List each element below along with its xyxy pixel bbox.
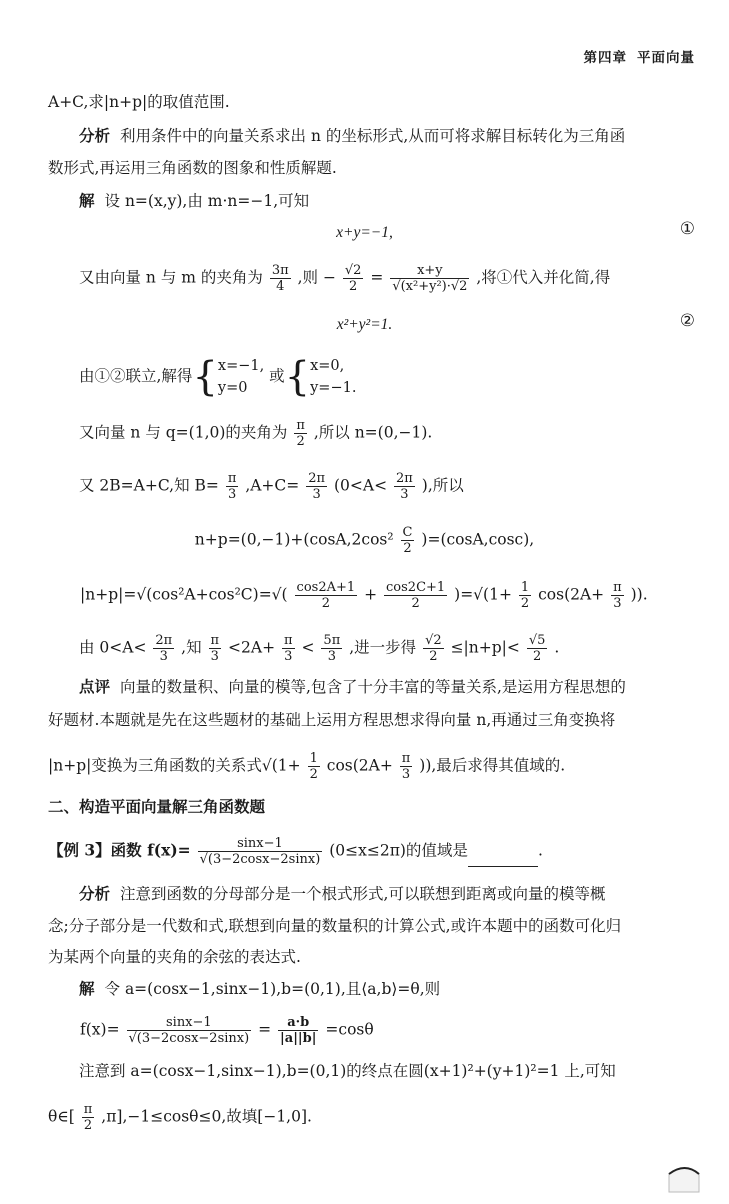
fraction: $\frac{1}{2}$: [520, 580, 530, 611]
comment-paragraph: 点评 向量的数量积、向量的模等,包含了十分丰富的等量关系,是运用方程思想的: [79, 678, 626, 696]
section-heading: 二、构造平面向量解三角函数题: [48, 798, 266, 816]
text-line: 为某两个向量的夹角的余弦的表达式.: [48, 948, 301, 966]
fraction: $\frac{\pi}{3}$: [210, 633, 220, 664]
text-line: 由 0<A< $\frac{2\pi}{3}$ ,知 $\frac{\pi}{3}$ <2A+ $\frac{\pi}{3}$ < $\frac{5\pi}{3}$ ,进一步得 $\frac{√2}{2}$ ≤|n+p|< $\frac{√5}{2}$ .: [79, 633, 560, 664]
equation-2-number: ②: [679, 311, 695, 331]
system-1: x=−1, y=0: [217, 358, 265, 396]
page-curl-icon: [667, 1160, 701, 1194]
equation-cos: f(x)= $\frac{\sin x-1}{√(3-2\cos x-2\sin x)}$ = $\frac{a\cdot b}{|a||b|}$ =cosθ: [80, 1015, 374, 1046]
fraction: $\frac{\sin x-1}{√(3-2\cos x-2\sin x)}$: [128, 1015, 250, 1046]
solution-paragraph: 解 设 n=(x,y),由 m·n=−1,可知: [79, 192, 310, 210]
system-line: 由①②联立,解得{ x=−1, y=0 或{ x=0, y=−1.: [79, 354, 357, 400]
text-line: θ∈[ $\frac{\pi}{2}$ ,π],−1≤cosθ≤0,故填[−1,0].: [48, 1102, 312, 1133]
text-line: 注意到 a=(cosx−1,sinx−1),b=(0,1)的终点在圆(x+1)²+(y+1)²=1 上,可知: [79, 1062, 616, 1080]
equation-modulus: |n+p|=√(cos²A+cos²C)=√( $\frac{\cos 2A+1}{2}$ + $\frac{\cos 2C+1}{2}$ )=√(1+ $\frac{1}{2}$ cos(2A+ $\frac{\pi}{3}$ )).: [80, 580, 648, 611]
equation-1: x+y=−1,: [336, 224, 393, 241]
text-line: 又 2B=A+C,知 B= $\frac{\pi}{3}$ ,A+C= $\frac{2\pi}{3}$ (0<A< $\frac{2\pi}{3}$ ),所以: [79, 471, 464, 502]
text-line: 数形式,再运用三角函数的图象和性质解题.: [48, 159, 337, 177]
fraction: $\frac{\pi}{2}$: [83, 1102, 93, 1133]
equation-1-number: ①: [679, 219, 695, 239]
solution-label: 解: [79, 980, 95, 998]
fraction: $\frac{a\cdot b}{|a||b|}$: [280, 1015, 317, 1046]
analysis-paragraph: 分析 利用条件中的向量关系求出 n 的坐标形式,从而可将求解目标转化为三角函: [79, 127, 626, 145]
analysis-label: 分析: [79, 127, 111, 145]
fraction: $\frac{√5}{2}$: [528, 633, 546, 664]
analysis-paragraph: 分析 注意到函数的分母部分是一个根式形式,可以联想到距离或向量的模等概: [79, 885, 606, 903]
fraction: $\frac{\pi}{3}$: [284, 633, 293, 664]
fraction: $\frac{2\pi}{3}$: [155, 633, 173, 664]
fraction: $\frac{\sin x-1}{√(3-2\cos x-2\sin x)}$: [199, 836, 321, 867]
running-header: [584, 46, 696, 66]
fraction: $\frac{√2}{2}$: [425, 633, 442, 664]
fraction: $\frac{\cos 2A+1}{2}$: [296, 580, 356, 611]
text-line: 好题材.本题就是先在这些题材的基础上运用方程思想求得向量 n,再通过三角变换将: [48, 711, 616, 729]
text-line: 念;分子部分是一代数和式,联想到向量的数量积的计算公式,或许本题中的函数可化归: [48, 917, 622, 935]
solution-label: 解: [79, 192, 95, 210]
fraction: $\frac{1}{2}$: [309, 751, 318, 782]
text-line: 又由向量 n 与 m 的夹角为 $\frac{3\pi}{4}$ ,则 − $\frac{√2}{2}$ = $\frac{x+y}{\text{√(x²+y²)·√2}}$ ,将①代入并化简,得: [79, 263, 611, 294]
comment-label: 点评: [79, 678, 111, 696]
example-line: 【例 3】函数 f(x)= $\frac{\sin x-1}{√(3-2\cos x-2\sin x)}$ (0≤x≤2π)的值域是 .: [48, 836, 543, 867]
left-brace: {: [284, 354, 311, 400]
equation-np: n+p=(0,−1)+(cosA,2cos² $\frac{C}{2}$ )=(cosA,cosc),: [194, 525, 535, 556]
text-line: 又向量 n 与 q=(1,0)的夹角为 $\frac{\pi}{2}$ ,所以 n=(0,−1).: [79, 418, 433, 449]
fraction: $\frac{2\pi}{3}$: [396, 471, 413, 502]
fraction: $\frac{\pi}{3}$: [227, 471, 237, 502]
left-brace: {: [192, 354, 218, 400]
fraction: $\frac{\pi}{2}$: [296, 418, 305, 449]
text-line: A+C,求|n+p|的取值范围.: [48, 93, 230, 111]
fraction: $\frac{5\pi}{3}$: [323, 633, 341, 664]
fraction: $\frac{x+y}{\text{√(x²+y²)·√2}}$: [392, 263, 468, 294]
fraction: $\frac{3\pi}{4}$: [271, 263, 289, 294]
fraction: $\frac{2\pi}{3}$: [308, 471, 326, 502]
analysis-label: 分析: [79, 885, 111, 903]
text-line: |n+p|变换为三角函数的关系式√(1+ $\frac{1}{2}$ cos(2A+ $\frac{\pi}{3}$ )),最后求得其值域的.: [48, 751, 566, 782]
solution-paragraph: 解 令 a=(cosx−1,sinx−1),b=(0,1),且⟨a,b⟩=θ,则: [79, 980, 441, 998]
system-2: x=0, y=−1.: [310, 358, 357, 396]
chapter-label: 第四章: [583, 50, 627, 66]
fraction: $\frac{\cos 2C+1}{2}$: [386, 580, 446, 611]
fraction: $\frac{\pi}{3}$: [613, 580, 622, 611]
fraction: $\frac{\pi}{3}$: [401, 751, 411, 782]
equation-2: x²+y²=1.: [336, 316, 393, 333]
fraction: $\frac{C}{2}$: [402, 525, 413, 556]
fraction: $\frac{√2}{2}$: [344, 263, 362, 294]
chapter-title: 平面向量: [637, 50, 695, 66]
answer-blank: [468, 850, 538, 867]
